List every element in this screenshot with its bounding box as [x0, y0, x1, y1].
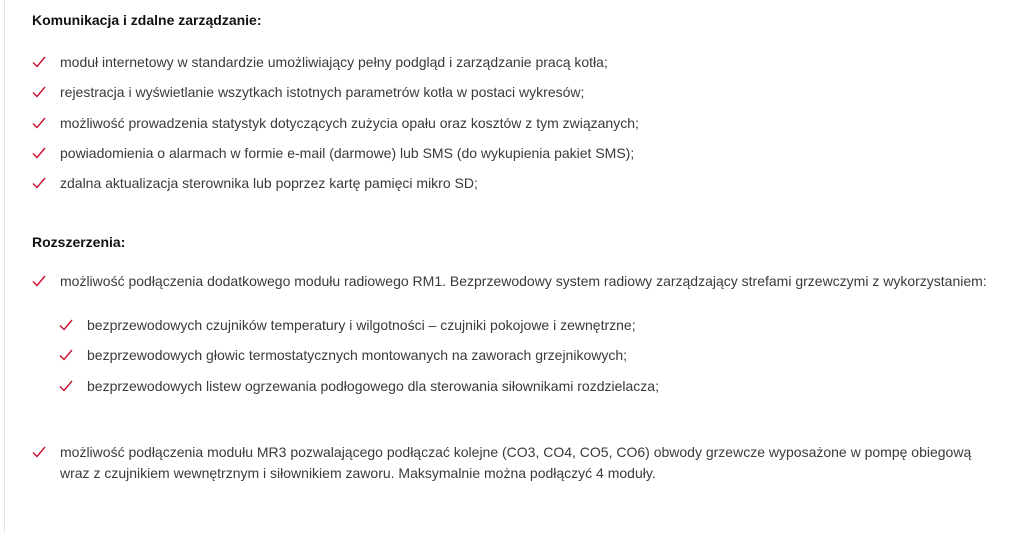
list-item-text: moduł internetowy w standardzie umożliwiający pełny podgląd i zarządzanie pracą kotła; — [60, 54, 608, 70]
list-item — [60, 143, 634, 164]
list-item-text: rejestracja i wyświetlanie wszytkach istotnych parametrów kotła w postaci wykresów; — [60, 84, 585, 100]
sub-list-item-text: bezprzewodowych głowic termostatycznych montowanych na zaworach grzejnikowych; — [87, 347, 628, 363]
checkmark-icon — [32, 86, 46, 98]
list-item-text: możliwość podłączenia modułu MR3 pozwalającego podłączać kolejne (CO3, CO4, CO5, CO6) obwody grzewcze wyposażone w pompę obiegową wraz z czujnikiem wewnętrznym i siłownikiem zaworu. Maksymalnie można podłączyć 4 moduły. — [60, 444, 972, 481]
section-title-extensions: Rozszerzenia: — [32, 234, 126, 250]
list-item-text: powiadomienia o alarmach w formie e-mail (darmowe) lub SMS (do wykupienia pakiet SMS); — [60, 145, 635, 161]
list-item — [60, 113, 639, 134]
sub-list-item — [87, 315, 636, 336]
checkmark-icon — [59, 380, 73, 392]
checkmark-icon — [32, 275, 46, 287]
list-item — [60, 173, 478, 194]
list-item-mr3 — [60, 442, 990, 484]
list-item-text: możliwość prowadzenia statystyk dotyczących zużycia opału oraz kosztów z tym związanych; — [60, 115, 639, 131]
checkmark-icon — [32, 446, 46, 458]
sub-list-item — [87, 345, 627, 366]
checkmark-icon — [32, 117, 46, 129]
sub-list-item — [87, 376, 659, 397]
sub-list-item-text: bezprzewodowych czujników temperatury i wilgotności – czujniki pokojowe i zewnętrzne; — [87, 317, 636, 333]
section-title-communication: Komunikacja i zdalne zarządzanie: — [32, 12, 262, 28]
list-item-rm1 — [60, 271, 1005, 292]
checkmark-icon — [59, 349, 73, 361]
sub-list-item-text: bezprzewodowych listew ogrzewania podłogowego dla sterowania siłownikami rozdzielacza; — [87, 378, 659, 394]
list-item-text: zdalna aktualizacja sterownika lub poprzez kartę pamięci mikro SD; — [60, 175, 478, 191]
list-item — [60, 52, 608, 73]
checkmark-icon — [59, 319, 73, 331]
list-item — [60, 82, 584, 103]
content-panel — [4, 0, 1026, 533]
checkmark-icon — [32, 147, 46, 159]
checkmark-icon — [32, 177, 46, 189]
list-item-text: możliwość podłączenia dodatkowego modułu radiowego RM1. Bezprzewodowy system radiowy zarządzający strefami grzewczymi z wykorzystaniem: — [60, 273, 987, 289]
checkmark-icon — [32, 56, 46, 68]
